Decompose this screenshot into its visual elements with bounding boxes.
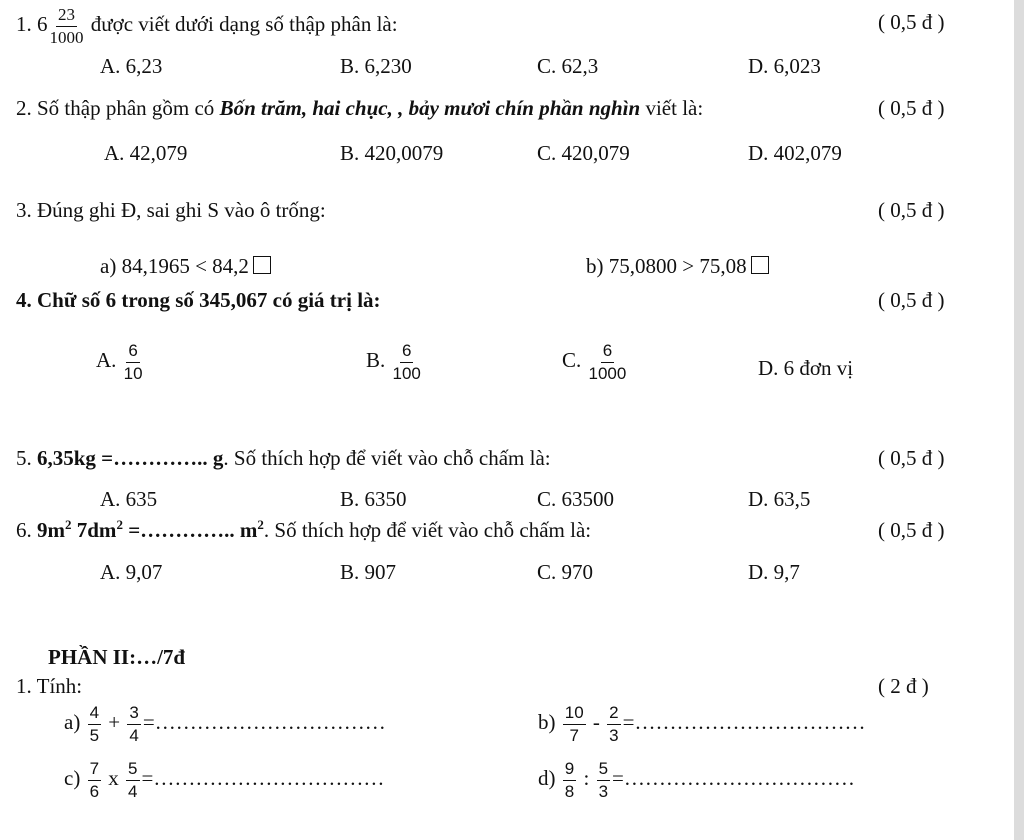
q2-points: ( 0,5 đ ) — [878, 96, 945, 120]
q2-emphasis: Bốn trăm, hai chục, , bảy mươi chín phần nghìn — [219, 96, 641, 120]
q1-numerator: 23 — [56, 6, 77, 27]
calc-b-d2: 3 — [609, 725, 619, 745]
calc-b — [538, 704, 865, 745]
q2-option-b: B. 420,0079 — [340, 141, 444, 165]
q4-b-num: 6 — [400, 342, 413, 363]
q6-expression — [37, 518, 235, 542]
q2-prefix: 2. Số thập phân gồm có — [16, 96, 215, 120]
calc-b-operator: - — [592, 710, 600, 735]
calc-d-answer-line[interactable]: =…………………………… — [612, 766, 855, 791]
q4-a-label: A. — [96, 348, 117, 373]
calc-d-frac1 — [563, 760, 576, 801]
calc-d-d2: 3 — [598, 781, 609, 801]
q6-points: ( 0,5 đ ) — [878, 518, 945, 542]
calc-a-n2: 3 — [127, 704, 140, 725]
q5-option-d: D. 63,5 — [748, 487, 811, 511]
calc-b-label: b) — [538, 710, 556, 735]
q1-option-a: A. 6,23 — [100, 54, 163, 78]
q6-m2: m — [239, 518, 258, 542]
calc-a-d2: 4 — [129, 725, 139, 745]
q6-m: 9m — [37, 518, 65, 542]
q5-option-b: B. 6350 — [340, 487, 407, 511]
q4-text: 4. Chữ số 6 trong số 345,067 có giá trị là: — [16, 288, 381, 312]
calc-b-n2: 2 — [607, 704, 620, 725]
q4-c-den: 1000 — [588, 363, 627, 383]
part2-heading: PHẦN II:…/7đ — [48, 645, 186, 669]
q5-expression: 6,35kg =………….. — [37, 446, 208, 470]
q3-points: ( 0,5 đ ) — [878, 198, 945, 222]
q1-option-b: B. 6,230 — [340, 54, 412, 78]
calc-b-frac2 — [607, 704, 620, 745]
part2-task: 1. Tính: — [16, 674, 83, 698]
calc-a-answer-line[interactable]: =…………………………… — [142, 710, 386, 735]
calc-c-frac1 — [88, 760, 101, 801]
q1-option-c: C. 62,3 — [537, 54, 599, 78]
calc-d-label: d) — [538, 766, 556, 791]
q3-text: 3. Đúng ghi Đ, sai ghi S vào ô trống: — [16, 198, 326, 222]
q4-b-fraction — [393, 342, 421, 383]
q6-option-c: C. 970 — [537, 560, 594, 584]
calc-c-label: c) — [64, 766, 81, 791]
q1-fraction — [50, 6, 84, 47]
q6-dm: 7dm — [71, 518, 117, 542]
q1-points: ( 0,5 đ ) — [878, 10, 945, 34]
q3-b-text: b) 75,0800 > 75,08 — [586, 254, 747, 278]
q6-text: . Số thích hợp để viết vào chỗ chấm là: — [263, 518, 592, 542]
q4-option-b — [366, 342, 423, 383]
calc-a-label: a) — [64, 710, 81, 735]
q4-c-num: 6 — [601, 342, 614, 363]
calc-b-d1: 7 — [569, 725, 579, 745]
calc-a-d1: 5 — [89, 725, 100, 745]
q6-option-d: D. 9,7 — [748, 560, 800, 584]
q1-option-d: D. 6,023 — [748, 54, 821, 78]
q6-option-b: B. 907 — [340, 560, 397, 584]
q4-option-a — [96, 342, 145, 383]
calc-c-d2: 4 — [128, 781, 138, 801]
q3-item-a — [100, 256, 271, 277]
calc-c — [64, 760, 384, 801]
q6-unit — [240, 518, 264, 542]
calc-c-n1: 7 — [88, 760, 101, 781]
q3-item-b — [586, 256, 769, 277]
q4-points: ( 0,5 đ ) — [878, 288, 945, 312]
calc-c-frac2 — [126, 760, 139, 801]
q4-c-fraction — [589, 342, 627, 383]
calc-a-frac2 — [127, 704, 140, 745]
question-2 — [16, 98, 703, 119]
q4-a-fraction — [124, 342, 143, 383]
calc-a-frac1 — [88, 704, 101, 745]
q4-option-c — [562, 342, 628, 383]
q1-text: được viết dưới dạng số thập phân là: — [90, 12, 398, 37]
q5-text: . Số thích hợp để viết vào chỗ chấm là: — [223, 446, 551, 470]
calc-b-answer-line[interactable]: =…………………………… — [622, 710, 866, 735]
calc-d-frac2 — [597, 760, 610, 801]
q1-whole: 6 — [37, 12, 48, 37]
q5-points: ( 0,5 đ ) — [878, 446, 945, 470]
q1-denominator: 1000 — [49, 27, 84, 47]
calc-d-n1: 9 — [563, 760, 576, 781]
calc-d-n2: 5 — [597, 760, 610, 781]
q2-suffix: viết là: — [645, 96, 704, 120]
calc-c-operator: x — [108, 766, 119, 791]
q6-sup3: 2 — [257, 517, 264, 532]
q6-dots: =………….. — [122, 518, 235, 542]
q6-number: 6. — [16, 518, 32, 542]
question-5 — [16, 448, 551, 469]
calc-c-answer-line[interactable]: =…………………………… — [141, 766, 385, 791]
q4-b-label: B. — [366, 348, 386, 373]
q4-a-num: 6 — [126, 342, 139, 363]
q3-b-answer-box[interactable] — [751, 256, 769, 274]
calc-c-n2: 5 — [126, 760, 139, 781]
part2-points: ( 2 đ ) — [878, 674, 929, 698]
q1-number: 1. — [16, 12, 32, 37]
q3-a-text: a) 84,1965 < 84,2 — [100, 254, 249, 278]
calc-d-operator: : — [583, 766, 590, 791]
q6-sup2: 2 — [116, 517, 123, 532]
page-edge-scrollbar — [1014, 0, 1024, 840]
question-1 — [16, 6, 398, 47]
q6-sup1: 2 — [65, 517, 72, 532]
q5-option-c: C. 63500 — [537, 487, 615, 511]
q5-option-a: A. 635 — [100, 487, 158, 511]
q2-option-a: A. 42,079 — [104, 141, 188, 165]
q4-b-den: 100 — [392, 363, 421, 383]
question-6 — [16, 518, 591, 541]
q4-a-den: 10 — [123, 363, 143, 383]
q4-c-label: C. — [562, 348, 582, 373]
calc-a-n1: 4 — [88, 704, 101, 725]
calc-b-frac1 — [563, 704, 586, 745]
q3-a-answer-box[interactable] — [253, 256, 271, 274]
q5-number: 5. — [16, 446, 32, 470]
q6-option-a: A. 9,07 — [100, 560, 163, 584]
q2-option-d: D. 402,079 — [748, 141, 842, 165]
calc-a-operator: + — [108, 710, 121, 735]
calc-d-d1: 8 — [564, 781, 575, 801]
calc-d — [538, 760, 855, 801]
calc-a — [64, 704, 386, 745]
calc-b-n1: 10 — [563, 704, 586, 725]
calc-c-d1: 6 — [89, 781, 100, 801]
q5-unit: g — [212, 446, 224, 470]
q4-option-d: D. 6 đơn vị — [758, 356, 854, 380]
q2-option-c: C. 420,079 — [537, 141, 630, 165]
